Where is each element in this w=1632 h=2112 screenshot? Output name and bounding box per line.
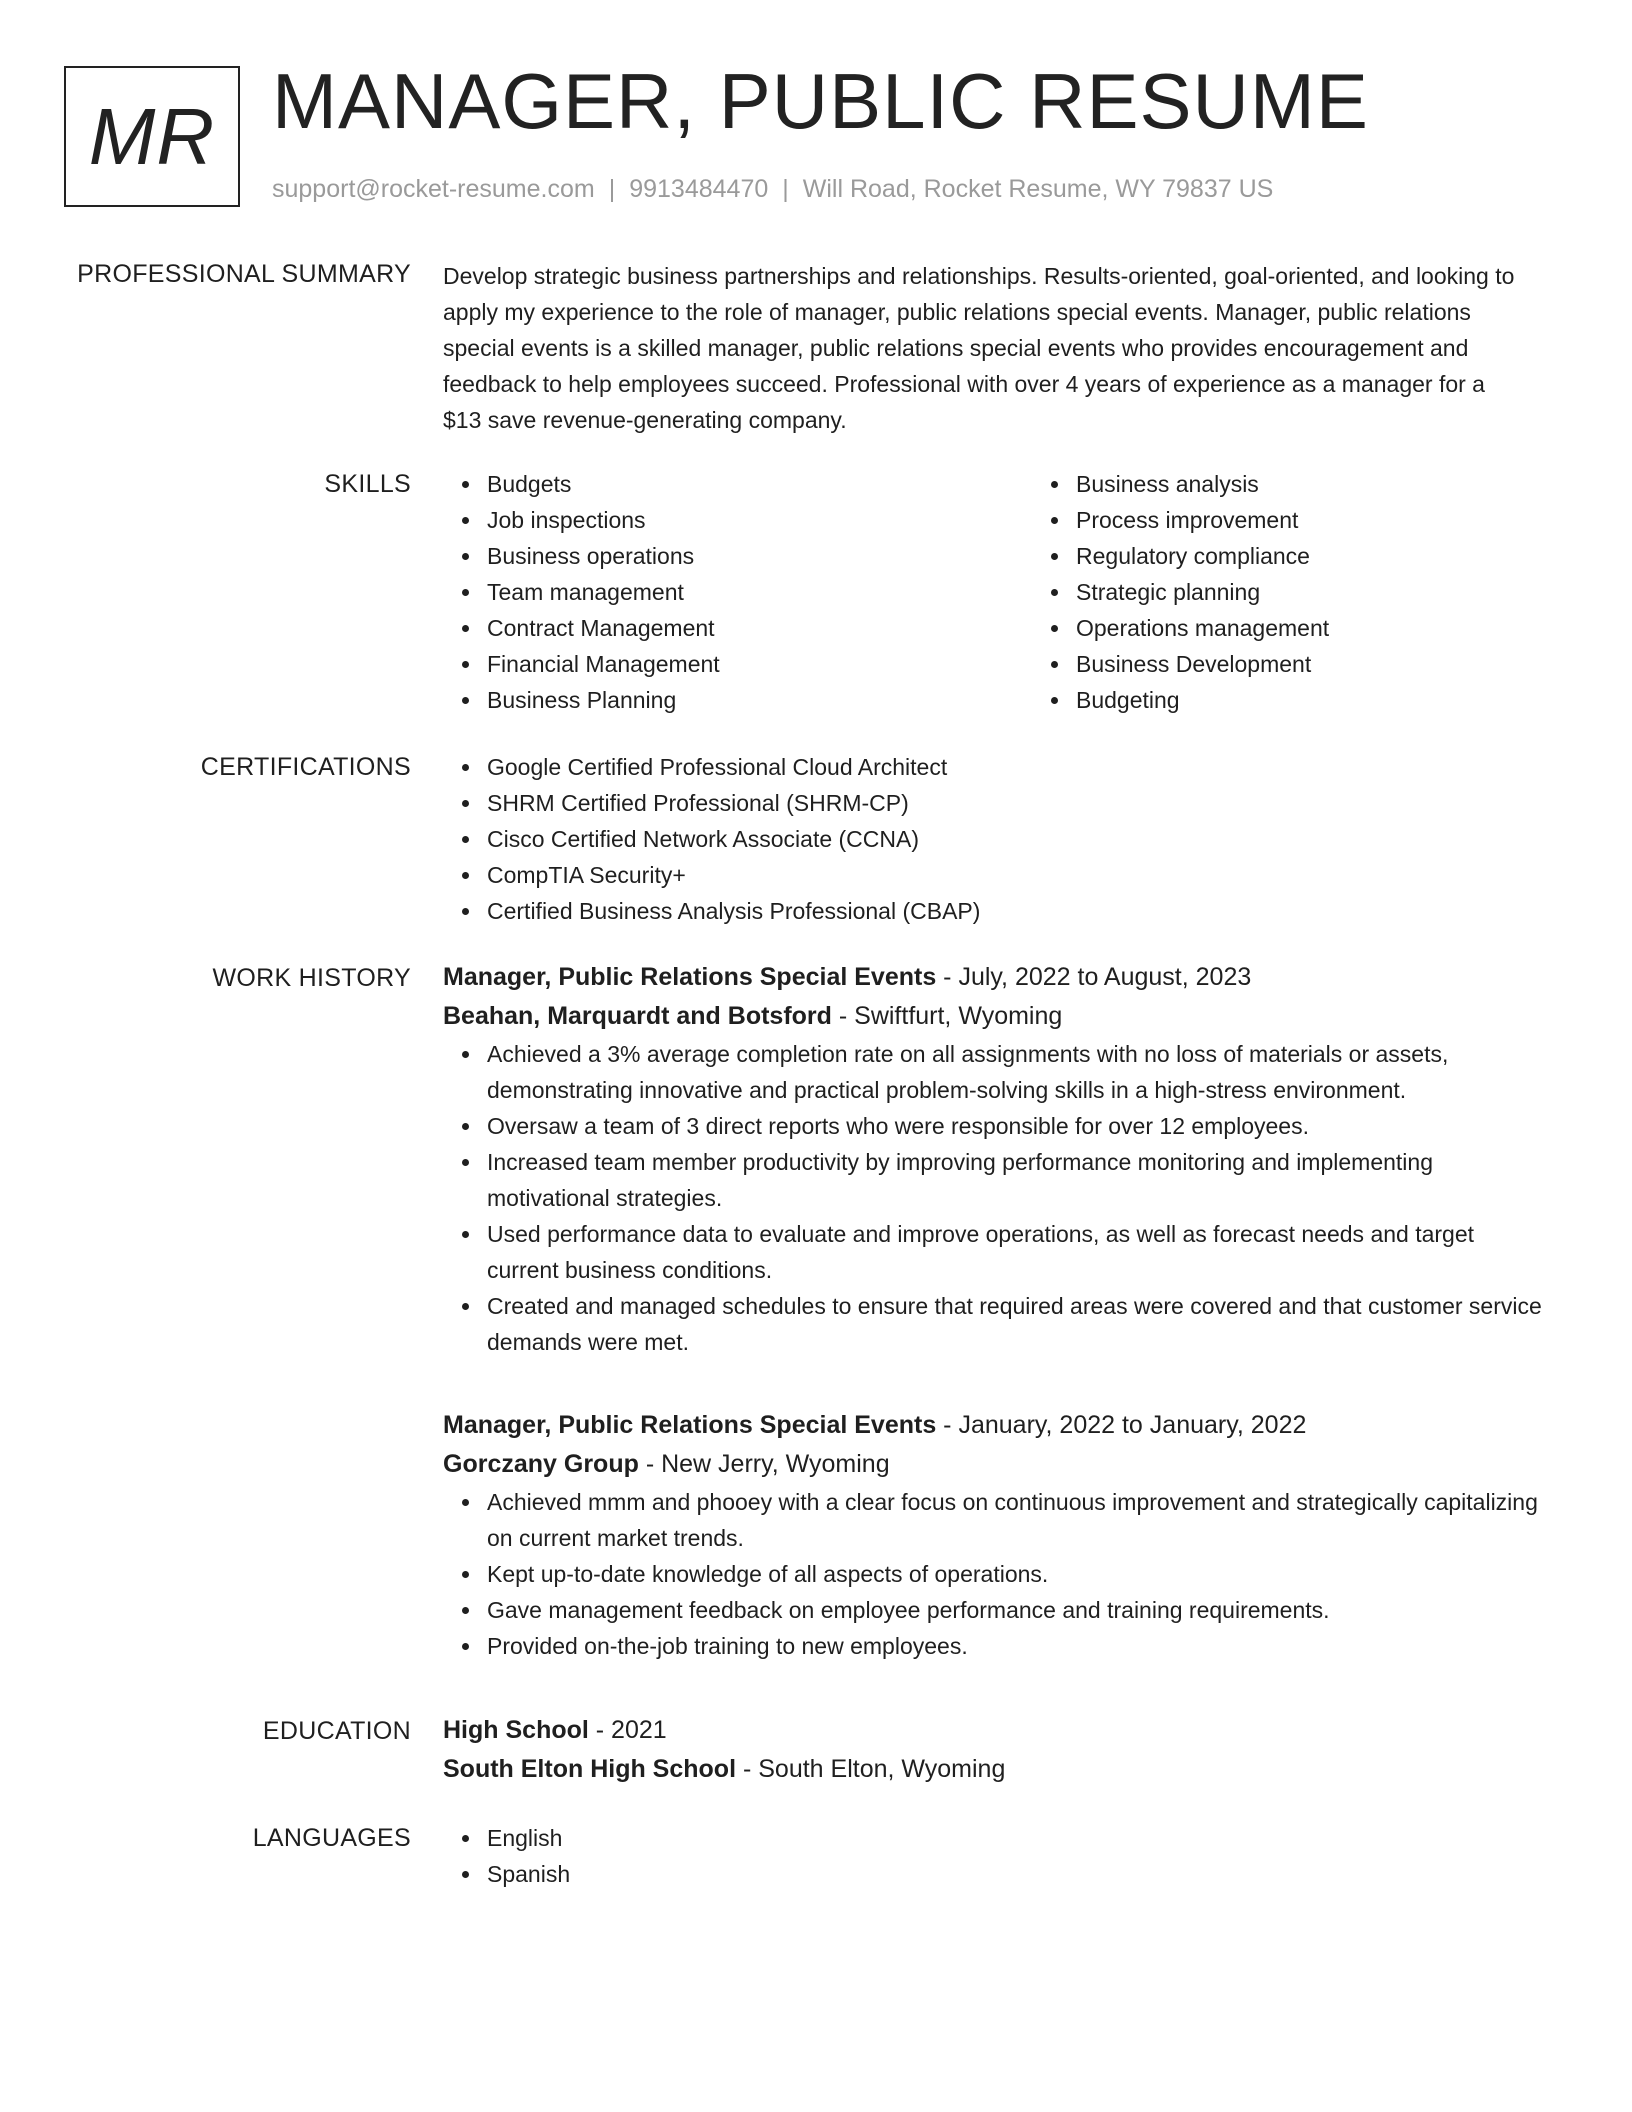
contact-phone: 9913484470 bbox=[629, 175, 769, 203]
education-year: - 2021 bbox=[588, 1716, 667, 1744]
contact-line bbox=[272, 173, 1273, 205]
section-label-languages: LANGUAGES bbox=[252, 1824, 411, 1852]
languages-list bbox=[443, 1820, 1543, 1892]
job-title: Manager, Public Relations Special Events bbox=[443, 1411, 937, 1439]
education-body bbox=[443, 1711, 1543, 1789]
job-company: Beahan, Marquardt and Botsford bbox=[443, 1002, 832, 1030]
job-bullet: Used performance data to evaluate and improve operations, as well as forecast needs and target current business conditions. bbox=[487, 1216, 1543, 1288]
contact-separator: | bbox=[608, 175, 616, 203]
education-school: South Elton High School bbox=[443, 1755, 737, 1783]
job-bullet: Kept up-to-date knowledge of all aspects of operations. bbox=[487, 1556, 1543, 1592]
languages-body bbox=[443, 1820, 1543, 1892]
job-bullet: Created and managed schedules to ensure that required areas were covered and that customer service demands were met. bbox=[487, 1288, 1543, 1360]
skill-item: Process improvement bbox=[1076, 502, 1621, 538]
job-location: - Swiftfurt, Wyoming bbox=[831, 1002, 1063, 1030]
certification-item: Certified Business Analysis Professional (CBAP) bbox=[487, 893, 1543, 929]
skill-item: Business Planning bbox=[487, 682, 1032, 718]
section-label-work-history: WORK HISTORY bbox=[212, 964, 411, 992]
section-label-education: EDUCATION bbox=[262, 1717, 411, 1745]
skill-item: Business operations bbox=[487, 538, 1032, 574]
job-bullet: Gave management feedback on employee performance and training requirements. bbox=[487, 1592, 1543, 1628]
skills-body bbox=[443, 466, 1543, 718]
job-entry bbox=[443, 958, 1543, 1360]
education-school-line bbox=[443, 1750, 1543, 1789]
certifications-list bbox=[443, 749, 1543, 929]
skill-item: Team management bbox=[487, 574, 1032, 610]
certification-item: Cisco Certified Network Associate (CCNA) bbox=[487, 821, 1543, 857]
job-company: Gorczany Group bbox=[443, 1450, 639, 1478]
certification-item: SHRM Certified Professional (SHRM-CP) bbox=[487, 785, 1543, 821]
skill-item: Budgets bbox=[487, 466, 1032, 502]
education-degree: High School bbox=[443, 1716, 589, 1744]
certification-item: Google Certified Professional Cloud Architect bbox=[487, 749, 1543, 785]
language-item: Spanish bbox=[487, 1856, 1543, 1892]
language-item: English bbox=[487, 1820, 1543, 1856]
skills-list-left bbox=[443, 466, 1032, 718]
job-title-line bbox=[443, 1406, 1543, 1445]
skill-item: Financial Management bbox=[487, 646, 1032, 682]
skill-item: Job inspections bbox=[487, 502, 1032, 538]
job-bullet: Provided on-the-job training to new employees. bbox=[487, 1628, 1543, 1664]
skill-item: Business Development bbox=[1076, 646, 1621, 682]
skills-list-right bbox=[1032, 466, 1621, 718]
skill-item: Regulatory compliance bbox=[1076, 538, 1621, 574]
certifications-body bbox=[443, 749, 1543, 929]
contact-separator: | bbox=[782, 175, 789, 203]
job-title: Manager, Public Relations Special Events bbox=[443, 963, 937, 991]
skill-item: Strategic planning bbox=[1076, 574, 1621, 610]
certification-item: CompTIA Security+ bbox=[487, 857, 1543, 893]
summary-body bbox=[443, 258, 1523, 438]
skills-columns bbox=[443, 466, 1543, 718]
job-bullet: Increased team member productivity by improving performance monitoring and implementing motivational strategies. bbox=[487, 1144, 1543, 1216]
section-label-summary: PROFESSIONAL SUMMARY bbox=[77, 260, 411, 288]
education-location: - South Elton, Wyoming bbox=[736, 1755, 1006, 1783]
education-degree-line bbox=[443, 1711, 1543, 1750]
work-history-body bbox=[443, 958, 1543, 1659]
job-bullet: Achieved a 3% average completion rate on all assignments with no loss of materials or assets, demonstrating innovative and practical problem-solving skills in a high-stress environment. bbox=[487, 1036, 1543, 1108]
job-dates: - July, 2022 to August, 2023 bbox=[936, 963, 1252, 991]
contact-email: support@rocket-resume.com bbox=[272, 175, 595, 203]
job-bullet-list bbox=[443, 1036, 1543, 1360]
contact-address: Will Road, Rocket Resume, WY 79837 US bbox=[802, 175, 1274, 203]
section-label-skills: SKILLS bbox=[324, 470, 411, 498]
job-company-line bbox=[443, 1445, 1543, 1484]
job-bullet: Oversaw a team of 3 direct reports who were responsible for over 12 employees. bbox=[487, 1108, 1543, 1144]
job-title-line bbox=[443, 958, 1543, 997]
skill-item: Contract Management bbox=[487, 610, 1032, 646]
section-label-certifications: CERTIFICATIONS bbox=[200, 753, 411, 781]
skill-item: Budgeting bbox=[1076, 682, 1621, 718]
skill-item: Operations management bbox=[1076, 610, 1621, 646]
job-location: - New Jerry, Wyoming bbox=[638, 1450, 890, 1478]
job-dates: - January, 2022 to January, 2022 bbox=[936, 1411, 1307, 1439]
skill-item: Business analysis bbox=[1076, 466, 1621, 502]
monogram-initials: MR bbox=[88, 91, 216, 181]
resume-name: MANAGER, PUBLIC RESUME bbox=[272, 57, 1369, 145]
job-bullet-list bbox=[443, 1484, 1543, 1664]
job-entry bbox=[443, 1406, 1543, 1664]
monogram-box bbox=[64, 66, 240, 207]
job-bullet: Achieved mmm and phooey with a clear focus on continuous improvement and strategically capitalizing on current market trends. bbox=[487, 1484, 1543, 1556]
summary-text: Develop strategic business partnerships and relationships. Results-oriented, goal-oriented, and looking to apply my experience to the role of manager, public relations special events. Manager, public relations special events is a skilled manager, public relations special events who provides encouragement and feedback to help employees succeed. Professional with over 4 years of experience as a manager for a $13 save revenue-generating company. bbox=[443, 263, 1515, 433]
job-company-line bbox=[443, 997, 1543, 1036]
